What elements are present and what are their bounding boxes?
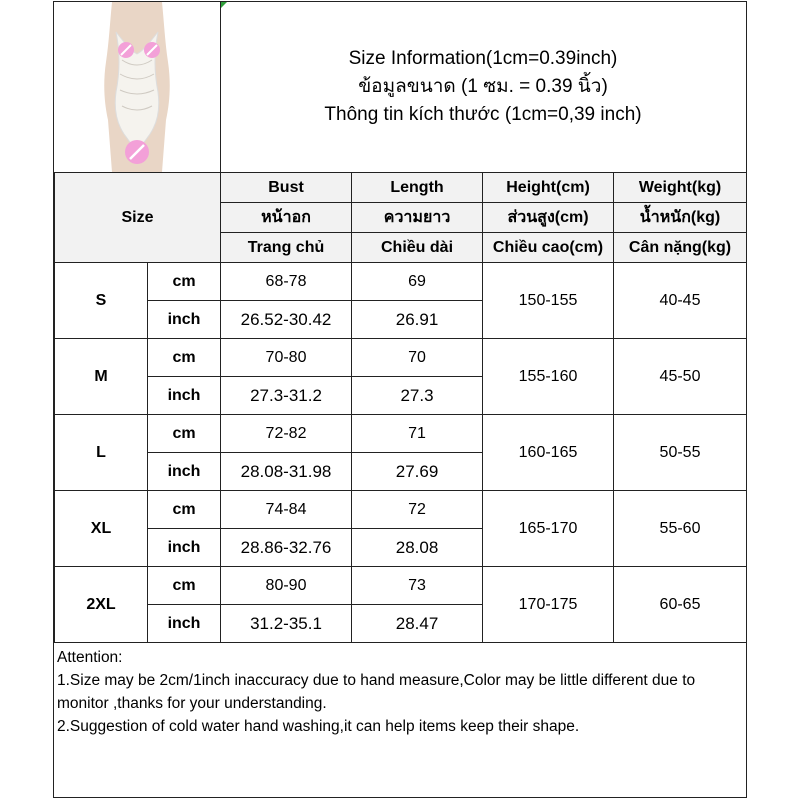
note-line-1: 1.Size may be 2cm/1inch inaccuracy due to hand measure,Color may be little different due to monitor ,thanks for your understanding. [57, 672, 696, 712]
col-weight-en: Weight(kg) [614, 173, 747, 203]
notes-heading: Attention: [57, 649, 123, 666]
weight-value: 50-55 [614, 415, 747, 491]
col-weight-vi: Cân nặng(kg) [614, 233, 747, 263]
weight-value: 40-45 [614, 263, 747, 339]
unit-cm: cm [148, 339, 221, 377]
product-photo [54, 2, 221, 172]
col-length-en: Length [352, 173, 483, 203]
chart-header [54, 2, 746, 173]
length-cm: 72 [352, 491, 483, 529]
bust-cm: 68-78 [221, 263, 352, 301]
table-row [55, 491, 747, 529]
table-row [55, 567, 747, 605]
bust-inch: 28.86-32.76 [221, 529, 352, 567]
height-value: 160-165 [483, 415, 614, 491]
bodysuit-mannequin-icon [54, 2, 220, 172]
unit-inch: inch [148, 529, 221, 567]
size-table [54, 172, 747, 643]
title-english: Size Information(1cm=0.39inch) [348, 48, 618, 69]
unit-cm: cm [148, 567, 221, 605]
height-value: 150-155 [483, 263, 614, 339]
weight-value: 55-60 [614, 491, 747, 567]
col-height-th: ส่วนสูง(cm) [483, 203, 614, 233]
unit-inch: inch [148, 605, 221, 643]
size-label: L [55, 415, 148, 491]
size-label: 2XL [55, 567, 148, 643]
col-bust-en: Bust [221, 173, 352, 203]
bust-inch: 27.3-31.2 [221, 377, 352, 415]
col-length-th: ความยาว [352, 203, 483, 233]
height-value: 155-160 [483, 339, 614, 415]
col-bust-vi: Trang chủ [221, 233, 352, 263]
size-chart-frame [53, 1, 747, 798]
bust-cm: 72-82 [221, 415, 352, 453]
bust-inch: 26.52-30.42 [221, 301, 352, 339]
col-height-en: Height(cm) [483, 173, 614, 203]
bust-inch: 28.08-31.98 [221, 453, 352, 491]
weight-value: 60-65 [614, 567, 747, 643]
unit-cm: cm [148, 415, 221, 453]
length-cm: 73 [352, 567, 483, 605]
weight-value: 45-50 [614, 339, 747, 415]
header-row-english [55, 173, 747, 203]
unit-inch: inch [148, 453, 221, 491]
length-cm: 69 [352, 263, 483, 301]
size-label: XL [55, 491, 148, 567]
length-inch: 28.08 [352, 529, 483, 567]
length-inch: 27.3 [352, 377, 483, 415]
unit-cm: cm [148, 491, 221, 529]
title-thai: ข้อมูลขนาด (1 ซม. = 0.39 นิ้ว) [358, 76, 608, 97]
col-bust-th: หน้าอก [221, 203, 352, 233]
length-cm: 70 [352, 339, 483, 377]
table-row [55, 415, 747, 453]
length-inch: 27.69 [352, 453, 483, 491]
col-length-vi: Chiều dài [352, 233, 483, 263]
bust-cm: 74-84 [221, 491, 352, 529]
unit-inch: inch [148, 377, 221, 415]
attention-notes [57, 646, 747, 738]
chart-title [220, 2, 746, 172]
bust-cm: 70-80 [221, 339, 352, 377]
col-height-vi: Chiều cao(cm) [483, 233, 614, 263]
length-cm: 71 [352, 415, 483, 453]
size-label: M [55, 339, 148, 415]
size-label: S [55, 263, 148, 339]
table-row [55, 263, 747, 301]
size-column-header: Size [55, 173, 221, 263]
title-vietnamese: Thông tin kích thước (1cm=0,39 inch) [324, 104, 642, 125]
bust-cm: 80-90 [221, 567, 352, 605]
length-inch: 28.47 [352, 605, 483, 643]
unit-inch: inch [148, 301, 221, 339]
table-row [55, 339, 747, 377]
height-value: 165-170 [483, 491, 614, 567]
length-inch: 26.91 [352, 301, 483, 339]
bust-inch: 31.2-35.1 [221, 605, 352, 643]
unit-cm: cm [148, 263, 221, 301]
note-line-2: 2.Suggestion of cold water hand washing,it can help items keep their shape. [57, 718, 580, 735]
height-value: 170-175 [483, 567, 614, 643]
col-weight-th: น้ำหนัก(kg) [614, 203, 747, 233]
